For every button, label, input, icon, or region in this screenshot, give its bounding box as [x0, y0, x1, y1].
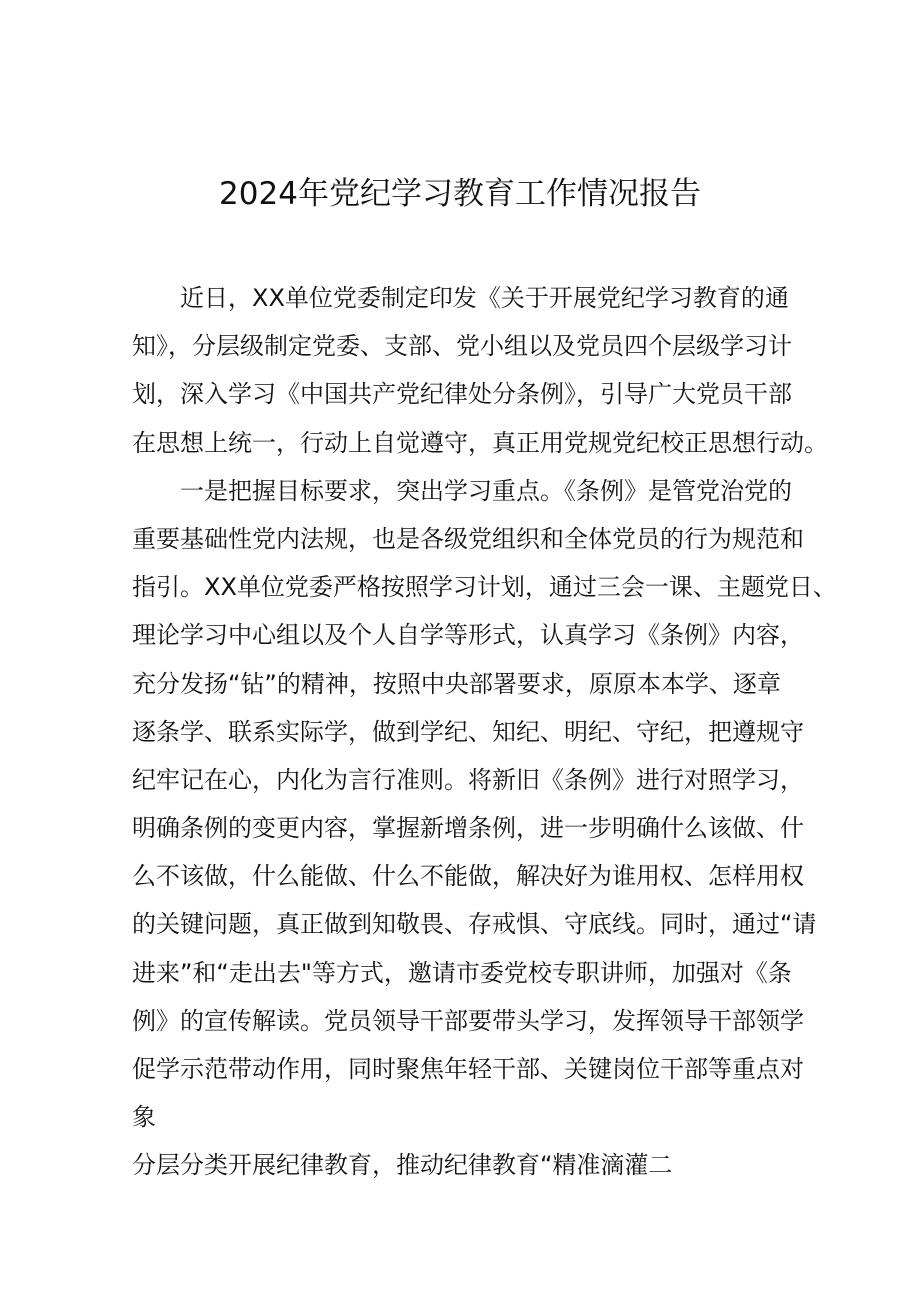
- paragraph-2-line-10: 的关键问题，真正做到知敬畏、存戒惧、守底线。同时，通过“请: [132, 910, 817, 939]
- paragraph-2-line-12: 例》的宣传解读。党员领导干部要带头学习，发挥领导干部领学: [132, 1006, 804, 1035]
- paragraph-1-line-3: 划，深入学习《中国共产党纪律处分条例》，引导广大党员干部: [132, 380, 792, 409]
- document-title: 2024年党纪学习教育工作情况报告: [219, 176, 701, 212]
- document-body: [132, 274, 837, 1190]
- paragraph-2-line-11: 进来”和“走出去"等方式，邀请市委党校专职讲师，加强对《条: [132, 958, 792, 987]
- paragraph-2-line-13: 促学示范带动作用，同时聚焦年轻干部、关键岗位干部等重点对: [132, 1055, 804, 1083]
- paragraph-1-line-4: 在思想上统一，行动上自觉遵守，真正用党规党纪校正思想行动。: [132, 428, 828, 457]
- paragraph-2-line-4: 理论学习中心组以及个人自学等形式，认真学习《条例》内容，: [132, 621, 804, 650]
- paragraph-1-line-1: 近日，XX单位党委制定印发《关于开展党纪学习教育的通: [180, 284, 789, 312]
- paragraph-2-line-8: 明确条例的变更内容，掌握新增条例，进一步明确什么该做、什: [132, 814, 804, 843]
- paragraph-2-line-6: 逐条学、联系实际学，做到学纪、知纪、明纪、守纪，把遵规守: [132, 717, 804, 746]
- paragraph-2-line-2: 重要基础性党内法规，也是各级党组织和全体党员的行为规范和: [132, 524, 804, 553]
- paragraph-3-line-1: 分层分类开展纪律教育，推动纪律教育“精准滴灌二: [132, 1151, 673, 1180]
- paragraph-1-line-2: 知》，分层级制定党委、支部、党小组以及党员四个层级学习计: [132, 332, 792, 361]
- paragraph-2-line-5: 充分发扬“钻”的精神，按照中央部署要求，原原本本学、逐章: [132, 669, 781, 698]
- paragraph-2-line-7: 纪牢记在心，内化为言行准则。将新旧《条例》进行对照学习，: [132, 765, 804, 794]
- paragraph-2-line-9: 么不该做，什么能做、什么不能做，解决好为谁用权、怎样用权: [132, 862, 804, 891]
- paragraph-2-line-3: 指引。XX单位党委严格按照学习计划，通过三会一课、主题党日、: [132, 573, 837, 602]
- paragraph-2-line-14: 象: [132, 1103, 156, 1132]
- paragraph-2-line-1: 一是把握目标要求，突出学习重点。《条例》是管党治党的: [180, 476, 792, 505]
